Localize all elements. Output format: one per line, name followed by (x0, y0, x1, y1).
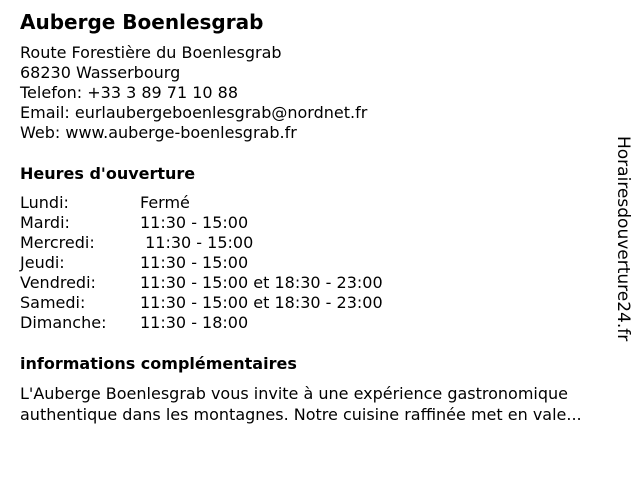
hours-time: 11:30 - 15:00 et 18:30 - 23:00 (140, 273, 383, 292)
hours-time: 11:30 - 15:00 et 18:30 - 23:00 (140, 293, 383, 312)
additional-info-heading: informations complémentaires (20, 354, 297, 373)
business-name: Auberge Boenlesgrab (20, 10, 264, 34)
additional-info-text (20, 383, 635, 425)
website-address: Web: www.auberge-boenlesgrab.fr (20, 123, 297, 142)
email-address: Email: eurlaubergeboenlesgrab@nordnet.fr (20, 103, 368, 122)
phone-number: Telefon: +33 3 89 71 10 88 (20, 83, 239, 102)
info-line-1: L'Auberge Boenlesgrab vous invite à une expérience gastronomique (20, 384, 569, 403)
opening-hours-heading: Heures d'ouverture (20, 164, 196, 183)
hours-time: 11:30 - 15:00 (140, 233, 254, 252)
hours-day: Samedi: (20, 293, 86, 312)
hours-day: Vendredi: (20, 273, 96, 292)
hours-day: Dimanche: (20, 313, 107, 332)
contact-details (20, 43, 367, 143)
hours-time: 11:30 - 15:00 (140, 253, 249, 272)
hours-day: Mercredi: (20, 233, 95, 252)
hours-day: Mardi: (20, 213, 70, 232)
hours-time: Fermé (140, 193, 190, 212)
info-line-2: authentique dans les montagnes. Notre cuisine raffinée met en vale... (20, 405, 582, 424)
hours-day: Jeudi: (20, 253, 65, 272)
street-address: Route Forestière du Boenlesgrab (20, 43, 282, 62)
hours-day: Lundi: (20, 193, 69, 212)
hours-time: 11:30 - 18:00 (140, 313, 249, 332)
hours-time: 11:30 - 15:00 (140, 213, 249, 232)
postal-city: 68230 Wasserbourg (20, 63, 181, 82)
site-watermark (612, 136, 634, 371)
watermark-text: Horairesdouverture24.fr (613, 136, 633, 342)
